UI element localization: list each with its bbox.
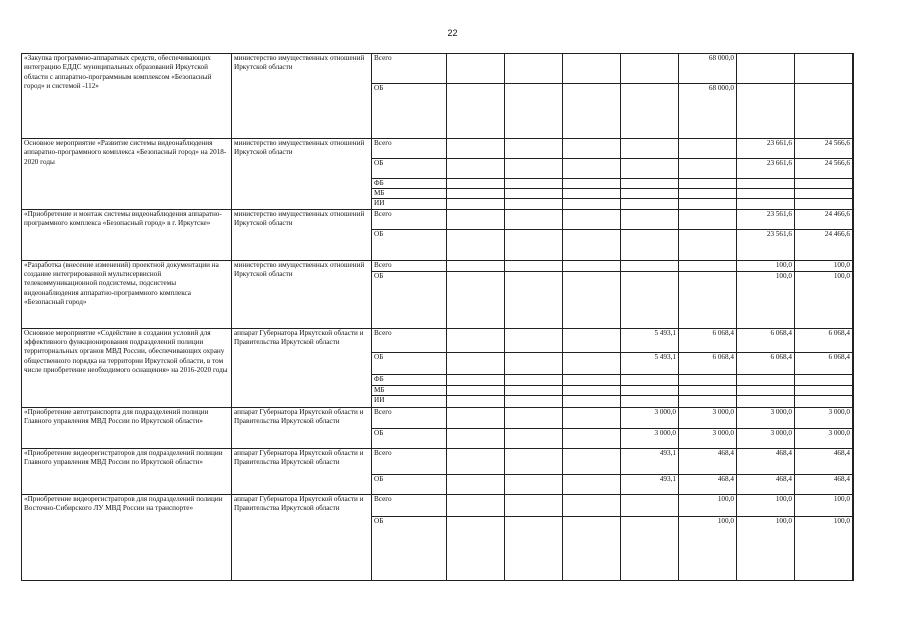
- amount-cell: [795, 396, 853, 408]
- amount-cell: [679, 374, 737, 385]
- activity-name: «Приобретение и монтаж системы видеонаблюдения аппаратно-программного комплекса «Безопасный город» в г. Иркутске»: [22, 209, 232, 260]
- amount-cell: [853, 139, 854, 159]
- amount-cell: [505, 475, 563, 495]
- amount-cell: [505, 199, 563, 209]
- amount-cell: [853, 209, 854, 229]
- amount-cell: 23 561,6: [737, 229, 795, 260]
- amount-cell: 468,4: [737, 475, 795, 495]
- amount-cell: 6 068,4: [737, 328, 795, 352]
- amount-cell: [853, 260, 854, 271]
- amount-cell: 3 000,0: [621, 429, 679, 449]
- funding-source: ИИ: [372, 199, 447, 209]
- amount-cell: 100,0: [679, 517, 737, 581]
- amount-cell: 493,1: [621, 475, 679, 495]
- amount-cell: 3 000,0: [795, 429, 853, 449]
- amount-cell: 5 493,1: [621, 328, 679, 352]
- amount-cell: [447, 396, 505, 408]
- amount-cell: [505, 158, 563, 178]
- amount-cell: [505, 429, 563, 449]
- table-body: [22, 54, 854, 581]
- amount-cell: [679, 385, 737, 395]
- amount-cell: [679, 178, 737, 188]
- funding-source: МБ: [372, 385, 447, 395]
- amount-cell: [853, 396, 854, 408]
- table-row: [22, 139, 854, 159]
- amount-cell: 23 561,6: [737, 209, 795, 229]
- amount-cell: [447, 495, 505, 517]
- executor: министерство имущественных отношений Иркутской области: [232, 260, 372, 328]
- amount-cell: [447, 139, 505, 159]
- amount-cell: [447, 178, 505, 188]
- amount-cell: 68 000,0: [679, 54, 737, 84]
- activity-name: Основное мероприятие «Развитие системы видеонаблюдения аппаратно-программного комплекса «Безопасный город» на 2018-2020 годы: [22, 139, 232, 210]
- amount-cell: [447, 84, 505, 139]
- activity-name: «Приобретение видеорегистраторов для подразделений полиции Восточно-Сибирского ЛУ МВД России на транспорте»: [22, 495, 232, 581]
- amount-cell: 100,0: [795, 260, 853, 271]
- amount-cell: [563, 449, 621, 475]
- amount-cell: [853, 517, 854, 581]
- amount-cell: [447, 352, 505, 374]
- amount-cell: [679, 199, 737, 209]
- table-row: [22, 449, 854, 475]
- amount-cell: [563, 429, 621, 449]
- amount-cell: [679, 396, 737, 408]
- amount-cell: 3 000,0: [679, 408, 737, 429]
- amount-cell: 23 661,6: [737, 158, 795, 178]
- amount-cell: [679, 139, 737, 159]
- amount-cell: [621, 260, 679, 271]
- amount-cell: [795, 178, 853, 188]
- amount-cell: [679, 260, 737, 271]
- funding-source: ИИ: [372, 396, 447, 408]
- table-row: [22, 495, 854, 517]
- amount-cell: 100,0: [737, 260, 795, 271]
- funding-source: МБ: [372, 189, 447, 199]
- amount-cell: [853, 374, 854, 385]
- amount-cell: [563, 209, 621, 229]
- amount-cell: [447, 385, 505, 395]
- amount-cell: [563, 178, 621, 188]
- amount-cell: [853, 449, 854, 475]
- amount-cell: 3 000,0: [679, 429, 737, 449]
- amount-cell: [853, 385, 854, 395]
- amount-cell: [563, 199, 621, 209]
- amount-cell: [505, 495, 563, 517]
- amount-cell: [621, 54, 679, 84]
- amount-cell: [505, 178, 563, 188]
- executor: аппарат Губернатора Иркутской области и Правительства Иркутской области: [232, 449, 372, 495]
- amount-cell: [853, 429, 854, 449]
- amount-cell: [795, 374, 853, 385]
- amount-cell: [679, 229, 737, 260]
- amount-cell: [505, 396, 563, 408]
- amount-cell: 3 000,0: [795, 408, 853, 429]
- amount-cell: [853, 178, 854, 188]
- funding-source: ОБ: [372, 429, 447, 449]
- amount-cell: [621, 396, 679, 408]
- amount-cell: 6 068,4: [679, 328, 737, 352]
- activity-name: «Приобретение автотранспорта для подразделений полиции Главного управления МВД России по Иркутской области»: [22, 408, 232, 449]
- amount-cell: [563, 328, 621, 352]
- amount-cell: [563, 374, 621, 385]
- amount-cell: [505, 209, 563, 229]
- table-row: [22, 408, 854, 429]
- amount-cell: [621, 229, 679, 260]
- amount-cell: [505, 271, 563, 328]
- amount-cell: [795, 199, 853, 209]
- amount-cell: [505, 408, 563, 429]
- amount-cell: 24 466,6: [795, 209, 853, 229]
- activity-name: «Приобретение видеорегистраторов для подразделений полиции Главного управления МВД России по Иркутской области»: [22, 449, 232, 495]
- amount-cell: [563, 189, 621, 199]
- amount-cell: [621, 139, 679, 159]
- amount-cell: 100,0: [679, 495, 737, 517]
- funding-source: Всего: [372, 495, 447, 517]
- amount-cell: [621, 209, 679, 229]
- amount-cell: [679, 271, 737, 328]
- funding-source: Всего: [372, 54, 447, 84]
- amount-cell: [563, 229, 621, 260]
- funding-source: ФБ: [372, 374, 447, 385]
- amount-cell: 468,4: [737, 449, 795, 475]
- amount-cell: [447, 475, 505, 495]
- funding-source: Всего: [372, 449, 447, 475]
- amount-cell: [853, 475, 854, 495]
- amount-cell: [853, 158, 854, 178]
- amount-cell: [505, 328, 563, 352]
- amount-cell: [853, 54, 854, 84]
- amount-cell: [447, 229, 505, 260]
- amount-cell: [505, 139, 563, 159]
- amount-cell: [563, 84, 621, 139]
- amount-cell: 6 068,4: [795, 328, 853, 352]
- amount-cell: [853, 229, 854, 260]
- amount-cell: [447, 374, 505, 385]
- amount-cell: 468,4: [795, 449, 853, 475]
- amount-cell: [447, 158, 505, 178]
- funding-source: Всего: [372, 209, 447, 229]
- table-row: [22, 260, 854, 271]
- funding-source: ОБ: [372, 158, 447, 178]
- amount-cell: 468,4: [679, 475, 737, 495]
- amount-cell: [505, 385, 563, 395]
- amount-cell: [563, 385, 621, 395]
- amount-cell: [853, 352, 854, 374]
- amount-cell: [447, 328, 505, 352]
- table-row: [22, 54, 854, 84]
- amount-cell: [447, 209, 505, 229]
- amount-cell: [737, 54, 795, 84]
- funding-source: ОБ: [372, 84, 447, 139]
- amount-cell: 100,0: [737, 495, 795, 517]
- amount-cell: [505, 374, 563, 385]
- amount-cell: [563, 352, 621, 374]
- amount-cell: [563, 158, 621, 178]
- amount-cell: [737, 84, 795, 139]
- amount-cell: [563, 271, 621, 328]
- amount-cell: 468,4: [679, 449, 737, 475]
- amount-cell: [621, 374, 679, 385]
- amount-cell: [853, 408, 854, 429]
- amount-cell: 6 068,4: [679, 352, 737, 374]
- amount-cell: [853, 189, 854, 199]
- amount-cell: 24 466,6: [795, 229, 853, 260]
- amount-cell: [505, 449, 563, 475]
- amount-cell: 6 068,4: [795, 352, 853, 374]
- amount-cell: [505, 352, 563, 374]
- amount-cell: [563, 517, 621, 581]
- amount-cell: 3 000,0: [621, 408, 679, 429]
- amount-cell: 100,0: [737, 517, 795, 581]
- amount-cell: [621, 517, 679, 581]
- amount-cell: [795, 54, 853, 84]
- amount-cell: [737, 189, 795, 199]
- amount-cell: [737, 385, 795, 395]
- amount-cell: [621, 495, 679, 517]
- amount-cell: 24 566,6: [795, 158, 853, 178]
- amount-cell: [447, 260, 505, 271]
- amount-cell: 6 068,4: [737, 352, 795, 374]
- amount-cell: 100,0: [737, 271, 795, 328]
- funding-source: Всего: [372, 408, 447, 429]
- amount-cell: [853, 199, 854, 209]
- amount-cell: [563, 475, 621, 495]
- funding-source: ОБ: [372, 517, 447, 581]
- amount-cell: [563, 54, 621, 84]
- funding-source: ОБ: [372, 229, 447, 260]
- amount-cell: [505, 517, 563, 581]
- activity-name: «Разработка (внесение изменений) проектной документации на создание интегрированной мультисервисной телекоммуникационной подсистемы, подсистемы видеонаблюдения аппаратно-программного комплекса «Безопасный город»: [22, 260, 232, 328]
- amount-cell: [563, 260, 621, 271]
- amount-cell: [505, 84, 563, 139]
- funding-source: ОБ: [372, 352, 447, 374]
- amount-cell: [621, 84, 679, 139]
- amount-cell: 100,0: [795, 495, 853, 517]
- amount-cell: [853, 84, 854, 139]
- amount-cell: [447, 429, 505, 449]
- amount-cell: [621, 199, 679, 209]
- executor: министерство имущественных отношений Иркутской области: [232, 139, 372, 210]
- executor: министерство имущественных отношений Иркутской области: [232, 209, 372, 260]
- amount-cell: [563, 396, 621, 408]
- amount-cell: [795, 189, 853, 199]
- page-number: 22: [447, 28, 458, 38]
- amount-cell: 23 661,6: [737, 139, 795, 159]
- amount-cell: [505, 260, 563, 271]
- executor: аппарат Губернатора Иркутской области и Правительства Иркутской области: [232, 495, 372, 581]
- amount-cell: [621, 178, 679, 188]
- amount-cell: [505, 189, 563, 199]
- executor: аппарат Губернатора Иркутской области и Правительства Иркутской области: [232, 408, 372, 449]
- amount-cell: [737, 178, 795, 188]
- amount-cell: [621, 385, 679, 395]
- activity-name: Основное мероприятие «Содействие в создании условий для эффективного функционирования подразделений полиции территориальных органов МВД России, обеспечивающих охрану общественного порядка на территории Иркутской области, в том числе приобретение необходимого оснащения» на 2016-2020 годы: [22, 328, 232, 407]
- amount-cell: [447, 199, 505, 209]
- funding-source: ОБ: [372, 271, 447, 328]
- amount-cell: [563, 495, 621, 517]
- amount-cell: [447, 54, 505, 84]
- amount-cell: [737, 374, 795, 385]
- amount-cell: [737, 199, 795, 209]
- amount-cell: [679, 158, 737, 178]
- amount-cell: [447, 449, 505, 475]
- amount-cell: [505, 229, 563, 260]
- amount-cell: [621, 189, 679, 199]
- amount-cell: 100,0: [795, 271, 853, 328]
- amount-cell: [621, 271, 679, 328]
- amount-cell: [679, 189, 737, 199]
- funding-source: Всего: [372, 139, 447, 159]
- amount-cell: [853, 328, 854, 352]
- table-row: [22, 209, 854, 229]
- funding-source: ОБ: [372, 475, 447, 495]
- amount-cell: 5 493,1: [621, 352, 679, 374]
- funding-source: Всего: [372, 260, 447, 271]
- amount-cell: [563, 408, 621, 429]
- amount-cell: 24 566,6: [795, 139, 853, 159]
- table-row: [22, 328, 854, 352]
- executor: министерство имущественных отношений Иркутской области: [232, 54, 372, 139]
- amount-cell: [853, 495, 854, 517]
- amount-cell: [447, 408, 505, 429]
- budget-table: [21, 53, 854, 581]
- amount-cell: [853, 271, 854, 328]
- executor: аппарат Губернатора Иркутской области и Правительства Иркутской области: [232, 328, 372, 407]
- activity-name: «Закупка программно-аппаратных средств, обеспечивающих интеграцию ЕДДС муниципальных образований Иркутской области с аппаратно-программным комплексом «Безопасный город» и системой -112»: [22, 54, 232, 139]
- amount-cell: 468,4: [795, 475, 853, 495]
- amount-cell: [679, 209, 737, 229]
- amount-cell: [621, 158, 679, 178]
- amount-cell: [737, 396, 795, 408]
- funding-source: ФБ: [372, 178, 447, 188]
- amount-cell: 3 000,0: [737, 408, 795, 429]
- amount-cell: [447, 189, 505, 199]
- funding-source: Всего: [372, 328, 447, 352]
- amount-cell: [795, 385, 853, 395]
- amount-cell: 3 000,0: [737, 429, 795, 449]
- amount-cell: 100,0: [795, 517, 853, 581]
- amount-cell: 493,1: [621, 449, 679, 475]
- amount-cell: [563, 139, 621, 159]
- amount-cell: [505, 54, 563, 84]
- amount-cell: 68 000,0: [679, 84, 737, 139]
- amount-cell: [447, 271, 505, 328]
- amount-cell: [795, 84, 853, 139]
- amount-cell: [447, 517, 505, 581]
